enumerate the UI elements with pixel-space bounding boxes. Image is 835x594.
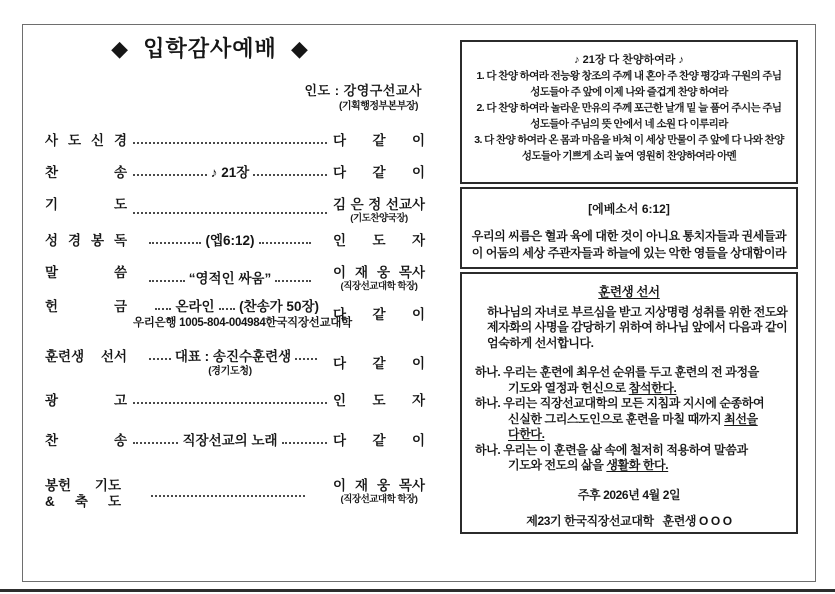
item-detail-text: ♪ 21장 <box>210 165 250 180</box>
item-label: 기 도 <box>45 197 127 212</box>
oath-underlined-text: 최선을 <box>724 411 758 426</box>
order-of-worship-list <box>45 133 425 510</box>
row-trainee-oath <box>45 349 425 378</box>
dotted-leader-line <box>149 242 201 244</box>
item-detail-block <box>133 349 327 378</box>
oath-text: 신실한 그리스도인으로 훈련을 마칠 때까지 <box>508 411 725 426</box>
item-detail-text: 직장선교의 노래 <box>182 433 278 448</box>
oath-title: 훈련생 선서 <box>598 285 660 299</box>
dotted-leader-line <box>295 358 317 360</box>
item-detail <box>133 233 327 249</box>
hymn-line: 성도들아 주님의 뜻 안에서 네 소원 다 이루리라 <box>530 118 728 130</box>
item-label: 찬 송 <box>45 165 127 180</box>
oath-intro-line: 제자화의 사명을 감당하기 위하여 하나님 앞에서 다음과 같이 <box>487 320 788 334</box>
item-performer-block <box>333 478 425 506</box>
item-label-block <box>45 478 127 510</box>
item-performer: 인 도 자 <box>333 393 425 408</box>
hymn-line: 3. 다 찬양 하여라 온 몸과 마음을 바쳐 이 세상 만물이 주 앞에 다 나와 찬양 <box>474 134 784 146</box>
item-performer: 김 은 정 선교사 <box>333 197 425 212</box>
row-prayer <box>45 197 425 225</box>
row-announcements <box>45 393 425 409</box>
dotted-leader-line <box>155 308 171 310</box>
oath-text: 기도와 전도의 삶을 <box>508 458 607 472</box>
item-label: 헌 금 <box>45 299 127 314</box>
item-performer: 인 도 자 <box>333 233 425 248</box>
dotted-leader-line <box>133 142 327 144</box>
item-performer: 이 재 웅 목사 <box>333 478 425 493</box>
offering-bank-account: 우리은행 1005-804-004984한국직장선교대학 <box>133 317 352 329</box>
item-detail-block <box>133 299 352 331</box>
dotted-leader-line <box>282 442 327 444</box>
item-label: 말 씀 <box>45 265 127 280</box>
dotted-leader <box>133 478 327 510</box>
item-detail-text: (엡6:12) <box>205 233 255 248</box>
item-label: 성 경 봉 독 <box>45 233 127 248</box>
item-detail <box>133 299 327 315</box>
page-title: ◆ 입학감사예배 ◆ <box>111 36 309 61</box>
scripture-line: 이 어둠의 세상 주관자들과 하늘에 있는 악한 영들을 상대함이라 <box>471 245 787 260</box>
oath-date: 주후 2026년 4월 2일 <box>577 487 681 502</box>
oath-item-line <box>475 427 783 443</box>
item-performer: 다 같 이 <box>333 165 425 180</box>
item-performer: 다 같 이 <box>333 307 425 322</box>
dotted-leader-line <box>219 308 235 310</box>
offering-hymn-note: (찬송가 50장) <box>239 299 319 314</box>
item-label: 사 도 신 경 <box>45 133 127 148</box>
oath-items <box>475 365 783 474</box>
oath-representative: 대표 : 송진수훈련생 <box>174 349 292 364</box>
hymn-line: 1. 다 찬양 하여라 전능왕 창조의 주께 내 혼아 주 찬양 평강과 구원의 주님 <box>476 70 782 82</box>
hymn-title: ♪ 21장 다 찬양하여라 ♪ <box>574 54 684 66</box>
dotted-leader <box>133 197 327 225</box>
item-detail <box>133 265 327 293</box>
dotted-leader-line <box>259 242 311 244</box>
dotted-leader-line <box>133 174 207 176</box>
item-performer: 다 같 이 <box>333 355 425 371</box>
row-sermon <box>45 265 425 293</box>
scripture-reference: [에베소서 6:12] <box>588 202 670 216</box>
row-offertory-prayer-benediction <box>45 478 425 510</box>
oath-representative-org: (경기도청) <box>208 366 252 377</box>
oath-item-line <box>475 458 783 474</box>
row-hymn <box>45 165 425 181</box>
oath-item-line <box>475 381 783 397</box>
dotted-leader <box>133 133 327 149</box>
sermon-title: “영적인 싸움” <box>188 271 272 286</box>
row-apostles-creed <box>45 133 425 149</box>
item-label: 봉헌 기도 <box>45 478 121 493</box>
oath-intro-line: 엄숙하게 선서합니다. <box>487 335 594 350</box>
dotted-leader-line <box>253 174 327 176</box>
oath-signature: 제23기 한국직장선교대학 훈련생 O O O <box>526 514 732 528</box>
dotted-leader-line <box>149 280 185 282</box>
row-closing-hymn <box>45 433 425 449</box>
item-performer-block <box>333 197 425 225</box>
item-detail <box>133 433 327 449</box>
item-performer: 다 같 이 <box>333 433 425 448</box>
row-scripture-reading <box>45 233 425 249</box>
dotted-leader-line <box>133 402 327 404</box>
oath-item-line: 하나. 우리는 직장선교대학의 모든 지침과 지시에 순종하여 <box>475 396 765 410</box>
dotted-leader-line <box>133 212 327 214</box>
item-performer-block <box>333 265 425 293</box>
oath-underlined-text: 다한다. <box>508 427 545 441</box>
oath-item-line <box>475 412 783 428</box>
item-detail <box>133 165 327 181</box>
hymn-line: 2. 다 찬양 하여라 놀라운 만유의 주께 포근한 날개 밑 늘 품어 주시는 주님 <box>476 102 782 114</box>
oath-text: 기도와 열정과 헌신으로 <box>508 380 629 395</box>
item-label-line2: & 축 도 <box>45 494 121 509</box>
dotted-leader-line <box>133 442 178 444</box>
hymn-line: 성도들아 기쁘게 소리 높여 영원히 찬양하여라 아멘 <box>521 150 737 162</box>
item-performer: 다 같 이 <box>333 133 425 148</box>
item-performer: 이 재 웅 목사 <box>333 265 425 280</box>
oath-intro-line: 하나님의 자녀로 부르심을 받고 지상명령 성취를 위한 전도와 <box>487 304 788 319</box>
scripture-line: 우리의 씨름은 혈과 육에 대한 것이 아니요 통치자들과 권세들과 <box>471 229 787 243</box>
item-performer-title: (직장선교대학 학장) <box>340 494 418 505</box>
dotted-leader-line <box>275 280 311 282</box>
row-offering <box>45 299 425 331</box>
item-label: 광 고 <box>45 393 127 408</box>
dotted-leader <box>133 393 327 409</box>
oath-underlined-text: 생활화 한다. <box>606 458 669 472</box>
oath-intro <box>475 304 788 352</box>
hymn-lyrics-box <box>460 40 798 184</box>
item-performer-title: (기도찬양국장) <box>350 213 408 224</box>
scripture-box <box>460 187 798 269</box>
hymn-line: 성도들아 주 앞에 이제 나와 즐겁게 찬양 하여라 <box>530 86 728 98</box>
window-bottom-edge <box>0 589 835 592</box>
oath-underlined-text: 참석한다. <box>628 380 677 395</box>
service-leader: 인도 : 강영구선교사 <box>304 83 422 98</box>
trainee-oath-box <box>460 272 798 534</box>
oath-item-line: 하나. 우리는 훈련에 최우선 순위를 두고 훈련의 전 과정을 <box>475 365 759 379</box>
item-detail-text: 온라인 <box>175 299 215 314</box>
oath-item-line: 하나. 우리는 이 훈련을 삶 속에 철저히 적용하여 말씀과 <box>475 442 748 457</box>
item-detail <box>133 349 327 365</box>
service-leader-title: (기획행정부본부장) <box>339 101 418 112</box>
dotted-leader-line <box>149 358 171 360</box>
dotted-leader-line <box>151 495 305 497</box>
item-label: 훈련생 선서 <box>45 349 127 364</box>
item-performer-title: (직장선교대학 학장) <box>340 281 418 292</box>
item-label: 찬 송 <box>45 433 127 448</box>
